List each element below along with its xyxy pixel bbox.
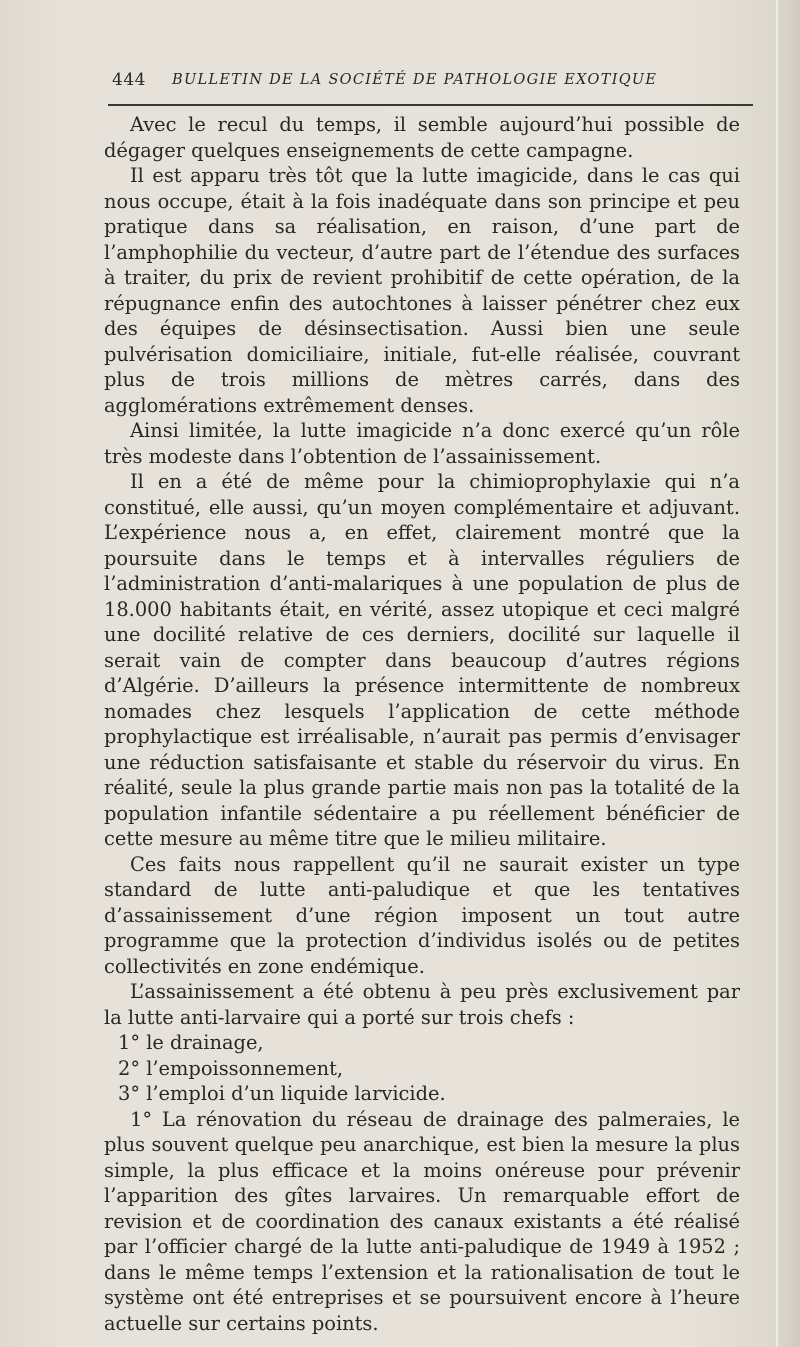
paragraph: Ces faits nous rappellent qu’il ne saurait exister un type standard de lutte anti-paludique et que les tentatives d’assainissement d’une région imposent un tout autre programme que la protection d’individus isolés ou de petites collectivités en zone endémique.: [104, 852, 740, 978]
body-text: [104, 112, 740, 1336]
paragraph: Il en a été de même pour la chimioprophylaxie qui n’a constitué, elle aussi, qu’un moyen complémentaire et adjuvant. L’expérience nous a, en effet, clairement montré que la poursuite dans le temps et à intervalles réguliers de l’administration d’anti-malariques à une population de plus de 18.000 habitants était, en vérité, assez utopique et ceci malgré une docilité relative de ces derniers, docilité sur laquelle il serait vain de compter dans beaucoup d’autres régions d’Algérie. D’ailleurs la présence intermittente de nombreux nomades chez lesquels l’application de cette méthode prophylactique est irréalisable, n’aurait pas permis d’envisager une réduction satisfaisante et stable du réservoir du virus. En réalité, seule la plus grande partie mais non pas la totalité de la population infantile sédentaire a pu réellement bénéficier de cette mesure au même titre que le milieu militaire.: [104, 470, 740, 850]
paragraph: Il est apparu très tôt que la lutte imagicide, dans le cas qui nous occupe, était à la fois inadéquate dans son principe et peu pratique dans sa réalisation, en raison, d’une part de l’amphophilie du vecteur, d’autre part de l’étendue des surfaces à traiter, du prix de revient prohibitif de cette opération, de la répugnance enfin des autochtones à laisser pénétrer chez eux des équipes de désinsectisation. Aussi bien une seule pulvérisation domiciliaire, initiale, fut-elle réalisée, couvrant plus de trois millions de mètres carrés, dans des agglomérations extrêmement denses.: [104, 164, 740, 417]
page-edge: [776, 0, 778, 1347]
paragraph: Avec le recul du temps, il semble aujourd’hui possible de dégager quelques enseignements de cette campagne.: [104, 113, 740, 162]
paragraph: L’assainissement a été obtenu à peu près exclusivement par la lutte anti-larvaire qui a porté sur trois chefs :: [104, 980, 740, 1029]
list-item: 2° l’empoissonnement,: [118, 1056, 344, 1080]
paragraph: 1° La rénovation du réseau de drainage des palmeraies, le plus souvent quelque peu anarchique, est bien la mesure la plus simple, la plus efficace et la moins onéreuse pour prévenir l’apparition des gîtes larvaires. Un remarquable effort de revision et de coordination des canaux existants a été réalisé par l’officier chargé de la lutte anti-paludique de 1949 à 1952 ; dans le même temps l’extension et la rationalisation de tout le système ont été entreprises et se poursuivent encore à l’heure actuelle sur certains points.: [104, 1107, 740, 1335]
paragraph: Ainsi limitée, la lutte imagicide n’a donc exercé qu’un rôle très modeste dans l’obtention de l’assainissement.: [104, 419, 740, 468]
page-header: [112, 70, 752, 98]
page-number: 444: [112, 70, 146, 90]
list-item: 1° le drainage,: [118, 1031, 264, 1054]
header-rule: [108, 104, 753, 106]
running-title: BULLETIN DE LA SOCIÉTÉ DE PATHOLOGIE EXOTIQUE: [172, 72, 658, 88]
list-item: 3° l’emploi d’un liquide larvicide.: [118, 1082, 446, 1105]
